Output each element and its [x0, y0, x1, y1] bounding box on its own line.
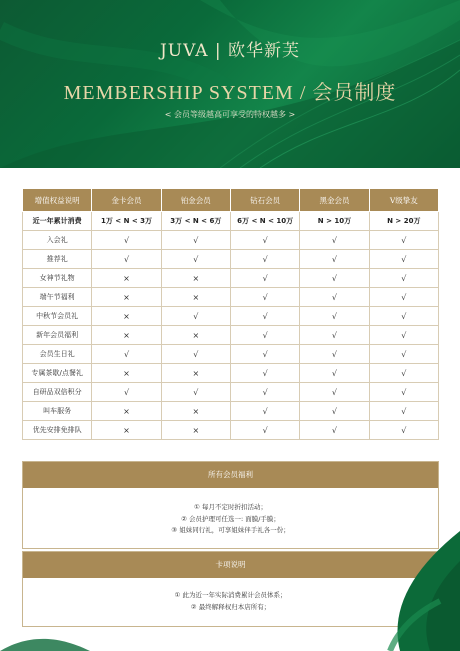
- availability-mark: √: [369, 288, 438, 307]
- availability-mark: ×: [92, 307, 161, 326]
- availability-mark: √: [369, 402, 438, 421]
- availability-mark: √: [230, 383, 299, 402]
- availability-mark: √: [300, 326, 369, 345]
- table-row: [23, 288, 439, 307]
- green-corner-decoration: [0, 621, 90, 651]
- availability-mark: √: [300, 231, 369, 250]
- availability-mark: √: [369, 307, 438, 326]
- availability-mark: √: [230, 421, 299, 440]
- notes-title: 卡项说明: [23, 552, 438, 578]
- availability-mark: √: [230, 288, 299, 307]
- column-header: 钻石会员: [230, 189, 299, 212]
- benefit-label: 叫车服务: [23, 402, 92, 421]
- benefit-line: ③ 姐妹同行礼，可享姐妹伴手礼各一份；: [171, 526, 290, 534]
- table-cell: 近一年累计消费: [23, 212, 92, 231]
- column-header: V级挚友: [369, 189, 438, 212]
- availability-mark: √: [369, 421, 438, 440]
- table-row: [23, 326, 439, 345]
- page-subtitle: < 会员等级越高可享受的特权越多 >: [164, 110, 296, 119]
- table-header-row: [23, 189, 439, 212]
- column-header: 黑金会员: [300, 189, 369, 212]
- note-line: ② 最终解释权归本店所有；: [190, 602, 271, 611]
- availability-mark: ×: [161, 326, 230, 345]
- benefit-line: ① 每月不定时折扣活动；: [194, 503, 267, 511]
- table-row: [23, 364, 439, 383]
- availability-mark: √: [300, 364, 369, 383]
- availability-mark: √: [369, 364, 438, 383]
- availability-mark: √: [300, 345, 369, 364]
- availability-mark: ×: [161, 269, 230, 288]
- table-row: [23, 269, 439, 288]
- availability-mark: √: [300, 269, 369, 288]
- availability-mark: √: [161, 250, 230, 269]
- availability-mark: ×: [92, 421, 161, 440]
- availability-mark: √: [92, 250, 161, 269]
- availability-mark: √: [230, 345, 299, 364]
- availability-mark: √: [230, 326, 299, 345]
- benefit-label: 新年会员福利: [23, 326, 92, 345]
- availability-mark: √: [369, 345, 438, 364]
- availability-mark: ×: [92, 288, 161, 307]
- benefit-line: ② 会员护理可任选一: 面膜/手膜；: [181, 514, 280, 523]
- availability-mark: √: [230, 231, 299, 250]
- benefit-label: 自研品双倍积分: [23, 383, 92, 402]
- availability-mark: √: [300, 250, 369, 269]
- availability-mark: ×: [161, 402, 230, 421]
- availability-mark: √: [300, 402, 369, 421]
- table-row: [23, 402, 439, 421]
- availability-mark: ×: [161, 288, 230, 307]
- availability-mark: √: [92, 345, 161, 364]
- table-cell: N > 20万: [369, 212, 438, 231]
- availability-mark: ×: [161, 421, 230, 440]
- availability-mark: ×: [92, 326, 161, 345]
- availability-mark: √: [230, 364, 299, 383]
- availability-mark: √: [369, 326, 438, 345]
- table-row: [23, 231, 439, 250]
- benefit-label: 入会礼: [23, 231, 92, 250]
- table-cell: N > 10万: [300, 212, 369, 231]
- column-header: 增值权益说明: [23, 189, 92, 212]
- availability-mark: √: [369, 383, 438, 402]
- table-cell: 1万 < N < 3万: [92, 212, 161, 231]
- availability-mark: √: [369, 231, 438, 250]
- availability-mark: √: [369, 269, 438, 288]
- benefit-label: 优先安排免排队: [23, 421, 92, 440]
- availability-mark: √: [230, 250, 299, 269]
- table-row: [23, 307, 439, 326]
- availability-mark: √: [161, 307, 230, 326]
- availability-mark: √: [92, 231, 161, 250]
- availability-mark: √: [230, 269, 299, 288]
- availability-mark: √: [300, 383, 369, 402]
- availability-mark: √: [300, 421, 369, 440]
- benefit-label: 女神节礼物: [23, 269, 92, 288]
- brand-logo: JUVA | 欧华新芙: [159, 41, 301, 61]
- table-row: [23, 345, 439, 364]
- column-header: 金卡会员: [92, 189, 161, 212]
- column-header: 铂金会员: [161, 189, 230, 212]
- availability-mark: √: [92, 383, 161, 402]
- hero-banner: [0, 0, 460, 168]
- availability-mark: √: [300, 307, 369, 326]
- availability-mark: √: [230, 402, 299, 421]
- availability-mark: ×: [161, 364, 230, 383]
- benefit-label: 中秋节会员礼: [23, 307, 92, 326]
- table-cell: 3万 < N < 6万: [161, 212, 230, 231]
- availability-mark: ×: [92, 269, 161, 288]
- availability-mark: ×: [92, 364, 161, 383]
- availability-mark: √: [230, 307, 299, 326]
- green-leaf-decoration: [280, 531, 460, 651]
- benefit-label: 专属茶歇/点餐礼: [23, 364, 92, 383]
- benefit-label: 会员生日礼: [23, 345, 92, 364]
- note-line: ① 此为近一年实际消费累计会员体系；: [174, 591, 287, 599]
- table-row: [23, 250, 439, 269]
- availability-mark: √: [161, 345, 230, 364]
- membership-table: [22, 188, 439, 440]
- availability-mark: √: [161, 231, 230, 250]
- table-cell: 6万 < N < 10万: [230, 212, 299, 231]
- benefits-title: 所有会员福利: [23, 462, 438, 488]
- availability-mark: √: [161, 383, 230, 402]
- page-title: MEMBERSHIP SYSTEM / 会员制度: [63, 82, 397, 104]
- table-row: [23, 421, 439, 440]
- spending-range-row: [23, 212, 439, 231]
- table-row: [23, 383, 439, 402]
- benefit-label: 推荐礼: [23, 250, 92, 269]
- availability-mark: √: [369, 250, 438, 269]
- availability-mark: √: [300, 288, 369, 307]
- benefit-label: 端午节福利: [23, 288, 92, 307]
- availability-mark: ×: [92, 402, 161, 421]
